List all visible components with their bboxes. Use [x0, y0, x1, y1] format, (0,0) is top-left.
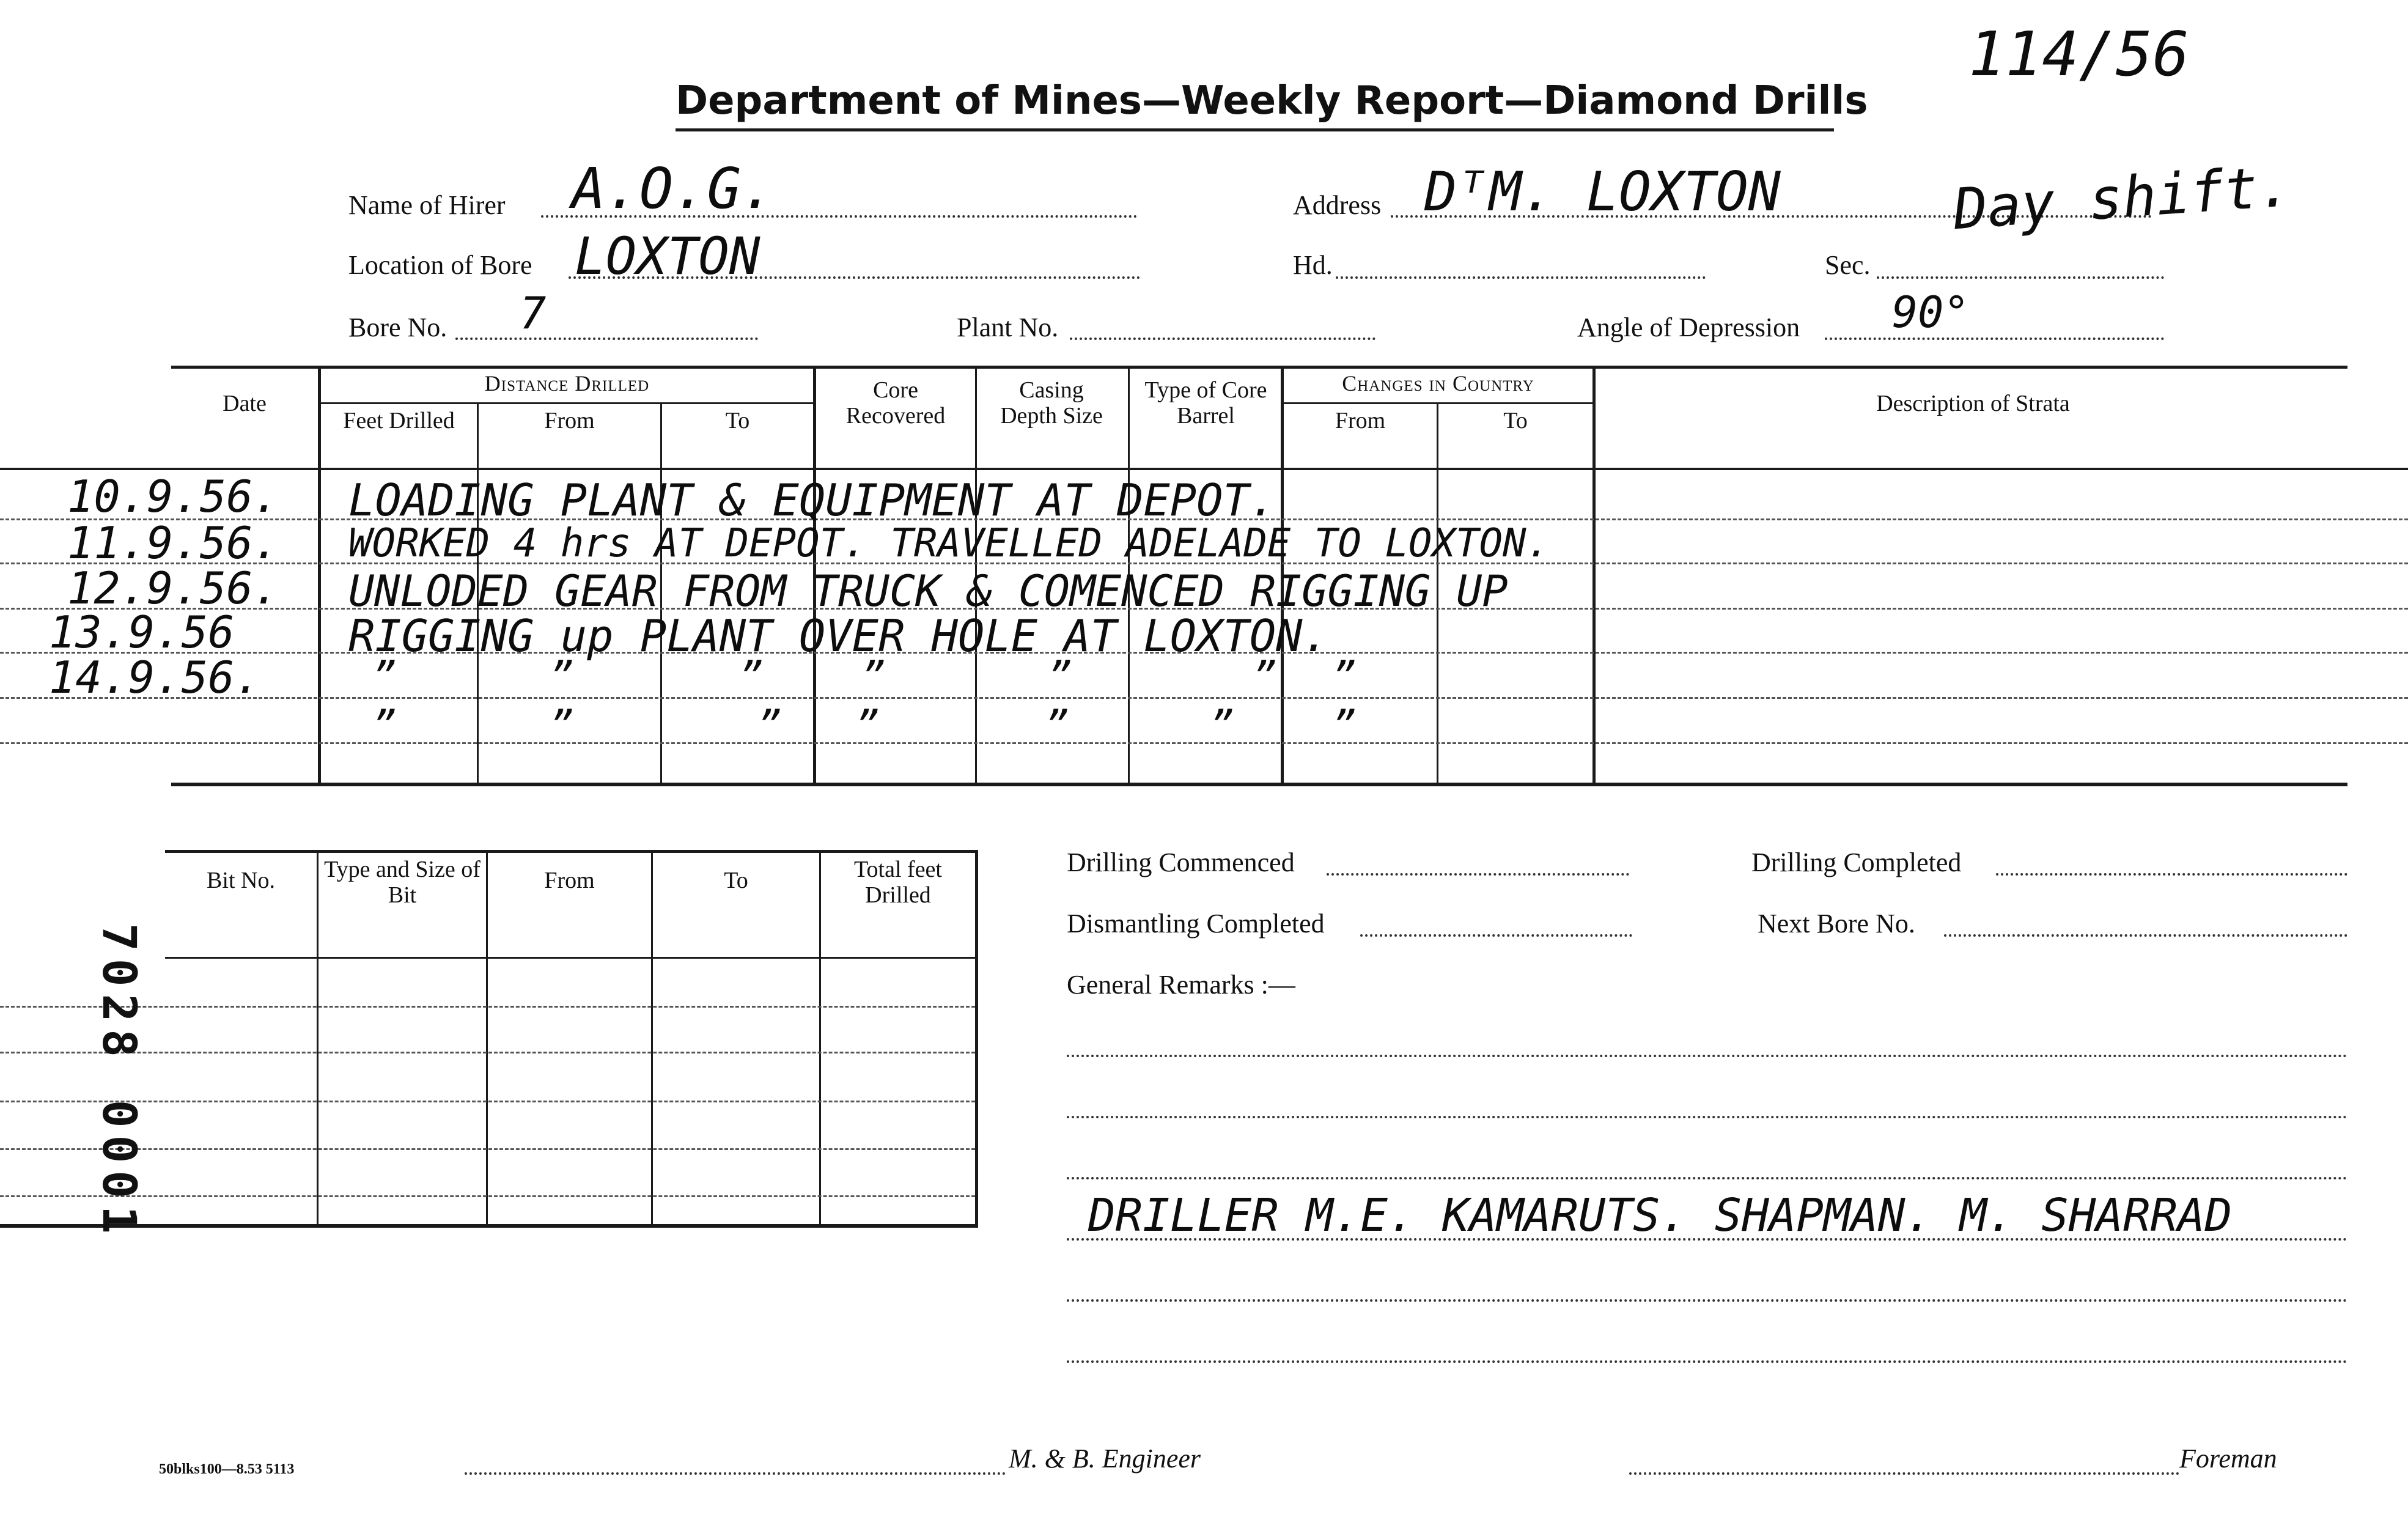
ditto-mark: ”: [1253, 654, 1277, 699]
drilling-completed-line: [1996, 873, 2347, 876]
bore-label: Bore No.: [348, 312, 447, 342]
ditto-mark: ”: [1210, 703, 1234, 748]
row-date: 11.9.56.: [67, 517, 279, 569]
ditto-mark: ”: [1333, 703, 1357, 748]
row-entry: UNLODED GEAR FROM TRUCK & COMENCED RIGGING UP: [348, 566, 1508, 616]
drilling-commenced-line: [1327, 873, 1629, 876]
location-value: LOXTON: [575, 226, 760, 286]
engineer-label: M. & B. Engineer: [1009, 1444, 1201, 1474]
col-header-from: From: [544, 408, 595, 433]
foreman-signature-line: [1629, 1472, 2179, 1475]
col-header-strata: Description of Strata: [1876, 391, 2070, 416]
col-header-change-to: To: [1503, 408, 1528, 433]
bit-table-right: [975, 850, 978, 1228]
remarks-handwritten: DRILLER M.E. KAMARUTS. SHAPMAN. M. SHARRAD: [1088, 1189, 2233, 1242]
bit-header-to: To: [724, 868, 748, 893]
ditto-mark: ”: [1045, 703, 1069, 748]
bit-header-type: Type and Size of Bit: [324, 857, 480, 908]
shift-note: Day shift.: [1951, 153, 2294, 243]
row-entry: RIGGING up PLANT OVER HOLE AT LOXTON.: [348, 610, 1329, 662]
row-rule: [0, 697, 2408, 699]
drilling-completed-label: Drilling Completed: [1751, 847, 1962, 877]
bit-table-header-bottom: [165, 957, 978, 959]
print-code: 50blks100—8.53 5113: [159, 1461, 295, 1477]
table-bottom-border: [171, 783, 2347, 786]
hd-line: [1336, 276, 1706, 279]
foreman-label: Foreman: [2179, 1444, 2277, 1474]
col-header-core: Core Recovered: [845, 377, 946, 429]
row-rule: [0, 742, 2408, 744]
ditto-mark: ”: [1333, 654, 1357, 699]
ditto-mark: ”: [740, 654, 764, 699]
bit-col-line: [651, 850, 653, 1226]
engineer-signature-line: [465, 1472, 1006, 1475]
next-bore-label: Next Bore No.: [1758, 909, 1915, 939]
remarks-line: [1067, 1177, 2347, 1179]
remarks-line: [1067, 1116, 2347, 1118]
dismantling-completed-label: Dismantling Completed: [1067, 909, 1325, 939]
ditto-mark: ”: [856, 703, 880, 748]
col-header-changes-group: Changes in Country: [1342, 371, 1534, 396]
row-date: 14.9.56.: [49, 652, 261, 703]
table-top-border: [171, 366, 2347, 369]
ditto-mark: ”: [550, 654, 574, 699]
form-title: Department of Mines—Weekly Report—Diamond Drills: [676, 78, 1868, 124]
title-underline: [676, 128, 1834, 131]
col-line-change-to: [1592, 367, 1596, 783]
bit-table-bottom: [0, 1224, 978, 1228]
distance-group-line: [321, 402, 813, 404]
row-date: 12.9.56.: [67, 563, 279, 614]
row-entry: LOADING PLANT & EQUIPMENT AT DEPOT.: [348, 474, 1276, 526]
angle-line: [1825, 338, 2164, 340]
changes-group-line: [1284, 402, 1592, 404]
plant-label: Plant No.: [957, 312, 1059, 342]
hirer-label: Name of Hirer: [348, 190, 506, 220]
bit-col-line: [486, 850, 488, 1226]
angle-label: Angle of Depression: [1577, 312, 1800, 342]
remarks-line: [1067, 1299, 2347, 1302]
location-label: Location of Bore: [348, 250, 532, 280]
address-value: DᵀM. LOXTON: [1424, 160, 1781, 223]
col-header-feet: Feet Drilled: [343, 408, 455, 433]
remarks-line: [1067, 1360, 2347, 1363]
row-entry: WORKED 4 hrs AT DEPOT. TRAVELLED ADELADE TO LOXTON.: [348, 521, 1550, 566]
stamp-number: 7028 0001: [92, 923, 147, 1241]
drilling-commenced-label: Drilling Commenced: [1067, 847, 1295, 877]
bit-header-from: From: [544, 868, 595, 893]
col-header-date: Date: [223, 391, 267, 416]
table-header-bottom: [0, 468, 2408, 470]
sec-label: Sec.: [1825, 250, 1871, 280]
ditto-mark: ”: [373, 654, 397, 699]
plant-line: [1070, 338, 1375, 340]
dismantling-completed-line: [1360, 934, 1632, 937]
col-header-casing: Casing Depth Size: [1000, 377, 1103, 429]
ditto-mark: ”: [550, 703, 574, 748]
ditto-mark: ”: [862, 654, 886, 699]
bit-table-top: [165, 850, 978, 853]
angle-value: 90°: [1892, 287, 1970, 338]
sec-line: [1877, 276, 2164, 279]
row-date: 10.9.56.: [67, 471, 279, 522]
row-date: 13.9.56: [49, 607, 235, 658]
hirer-value: A.O.G.: [572, 156, 775, 221]
address-label: Address: [1293, 190, 1382, 220]
hd-label: Hd.: [1293, 250, 1333, 280]
bore-line: [455, 338, 758, 340]
next-bore-line: [1944, 934, 2347, 937]
ditto-mark: ”: [758, 703, 782, 748]
remarks-line: [1067, 1055, 2347, 1057]
col-header-distance-group: Distance Drilled: [484, 371, 650, 396]
bit-header-total: Total feet Drilled: [854, 857, 942, 908]
page-number-note: 114/56: [1968, 18, 2190, 90]
bore-value: 7: [520, 287, 547, 339]
ditto-mark: ”: [373, 703, 397, 748]
col-header-change-from: From: [1335, 408, 1386, 433]
col-header-to: To: [725, 408, 750, 433]
ditto-mark: ”: [1048, 654, 1072, 699]
bit-header-number: Bit No.: [207, 868, 275, 893]
col-header-barrel: Type of Core Barrel: [1144, 377, 1267, 429]
general-remarks-label: General Remarks :—: [1067, 970, 1295, 1000]
